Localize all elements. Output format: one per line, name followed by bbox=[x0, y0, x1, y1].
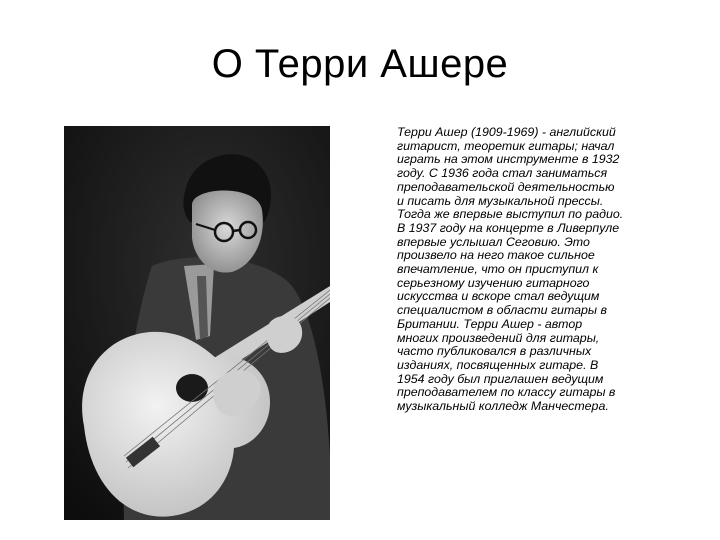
guitarist-illustration bbox=[64, 126, 330, 520]
biography-text: Терри Ашер (1909-1969) - английский гитарист, теоретик гитары; начал играть на этом инструменте в 1932 году. С 1936 года стал заниматься преподавательской деятельностью и писать для музыкальной прессы. Тогда же впервые выступил по радио. В 1937 году на концерте в Ливерпуле впервые услышал Сеговию. Это произвело на него такое сильное впечатление, что он приступил к серьезному изучению гитарного искусства и вскоре стал ведущим специалистом в области гитары в Британии. Терри Ашер - автор многих произведений для гитары, часто публиковался в различных изданиях, посвященных гитаре. В 1954 году был приглашен ведущим преподавателем по классу гитары в музыкальный колледж Манчестера. bbox=[397, 125, 624, 414]
slide-title: О Терри Ашере bbox=[211, 42, 509, 86]
portrait-photo bbox=[64, 126, 330, 520]
